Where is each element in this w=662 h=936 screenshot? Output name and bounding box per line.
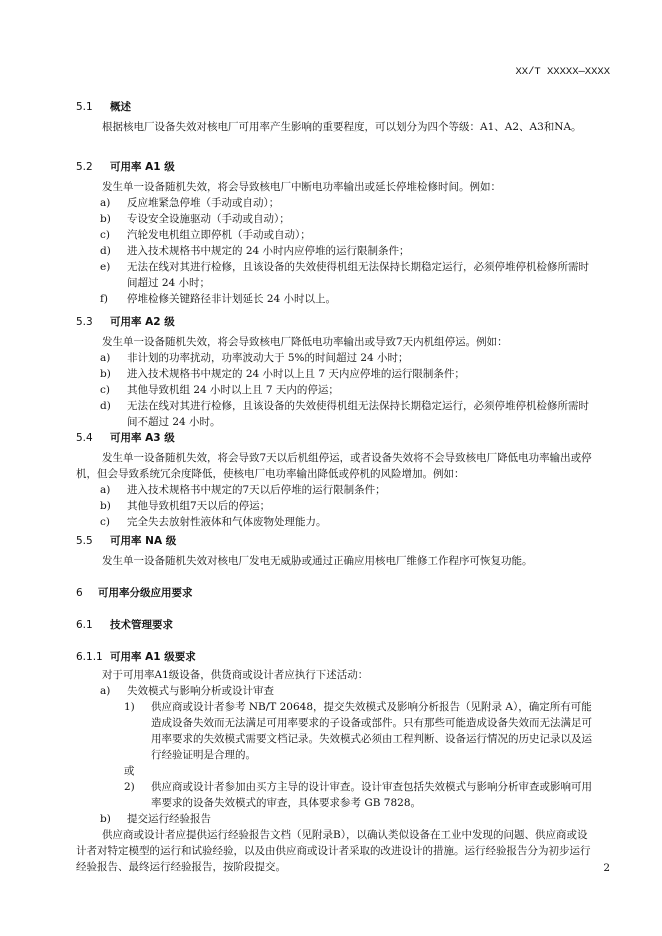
list-item: a) 非计划的功率扰动，功率波动大于 5%的时间超过 24 小时； [100, 352, 409, 364]
heading-5-4: 5.4 可用率 A3 级 [76, 432, 175, 444]
list-item: f) 停堆检修关键路径非计划延长 24 小时以上。 [100, 293, 337, 305]
list-item: a) 进入技术规格书中规定的7天以后停堆的运行限制条件； [100, 484, 386, 496]
heading-5-2: 5.2 可用率 A1 级 [76, 161, 175, 173]
paragraph-5-2-intro: 发生单一设备随机失效，将会导致核电厂中断电功率输出或延长停堆检修时间。例如： [102, 181, 501, 193]
list-item: b) 提交运行经验报告 [100, 813, 211, 825]
heading-6-1-1: 6.1.1 可用率 A1 级要求 [76, 651, 196, 663]
list-item: a) 失效模式与影响分析或设计审查 [100, 685, 274, 697]
list-item: a) 反应堆紧急停堆（手动或自动）； [100, 197, 280, 209]
paragraph-5-3-intro: 发生单一设备随机失效，将会导致核电厂降低电功率输出或导致7天内机组停运。例如： [102, 336, 508, 348]
page-number: 2 [603, 862, 610, 874]
paragraph-6-1-1-intro: 对于可用率A1级设备，供货商或设计者应执行下述活动： [102, 669, 369, 681]
heading-5-5: 5.5 可用率 NA 级 [76, 535, 177, 547]
list-item: b) 其他导致机组7天以后的停运； [100, 500, 271, 512]
heading-5-1: 5.1 概述 [76, 101, 131, 113]
list-item: e) 无法在线对其进行检修，且该设备的失效使得机组无法保持长期稳定运行，必须停堆停机检修所需时间超过 24 小时； [100, 261, 589, 289]
or-text: 或 [124, 765, 135, 777]
heading-5-3: 5.3 可用率 A2 级 [76, 316, 175, 328]
paragraph-5-5: 发生单一设备随机失效对核电厂发电无威胁或通过正确应用核电厂维修工作程序可恢复功能。 [102, 555, 533, 567]
paragraph-5-1: 根据核电厂设备失效对核电厂可用率产生影响的重要程度，可以划分为四个等级：A1、A2、A3和NA。 [102, 121, 582, 133]
list-item: c) 汽轮发电机组立即停机（手动或自动）； [100, 229, 311, 241]
sub-list-item: 1) 供应商或设计者参考 NB/T 20648，提交失效模式及影响分析报告（见附录 A），确定所有可能造成设备失效而无法满足可用率要求的子设备或部件。只有那些可能造成设备失效而无法满足可用率要求的失效模式需要文档记录。失效模式必须由工程判断、设备运行情况的历史记录以及运行经验证明是合理的。 [124, 701, 592, 761]
list-item: b) 进入技术规格书中规定的 24 小时以上且 7 天内应停堆的运行限制条件； [100, 368, 465, 380]
list-item: c) 完全失去放射性液体和气体废物处理能力。 [100, 516, 327, 528]
document-code-header: XX/T XXXXX—XXXX [515, 66, 610, 78]
list-item: c) 其他导致机组 24 小时以上且 7 天内的停运； [100, 384, 339, 396]
list-item: b) 专设安全设施驱动（手动或自动）； [100, 213, 290, 225]
list-item: d) 无法在线对其进行检修，且该设备的失效使得机组无法保持长期稳定运行，必须停堆停机检修所需时间不超过 24 小时。 [100, 400, 589, 428]
list-item: d) 进入技术规格书中规定的 24 小时内应停堆的运行限制条件； [100, 245, 410, 257]
paragraph-operating-experience: 供应商或设计者应提供运行经验报告文档（见附录B），以确认类似设备在工业中发现的问题、供应商或设计者对特定模型的运行和试验经验，以及由供应商或设计者采取的改进设计的措施。运行经验报告分为初步运行经验报告、最终运行经验报告，按阶段提交。 [76, 829, 591, 873]
paragraph-5-4-intro: 发生单一设备随机失效，将会导致7天以后机组停运，或者设备失效将不会导致核电厂降低电功率输出或停机，但会导致系统冗余度降低，使核电厂电功率输出降低或停机的风险增加。例如： [76, 452, 592, 480]
sub-list-item: 2) 供应商或设计者参加由买方主导的设计审查。设计审查包括失效模式与影响分析审查或影响可用率要求的设备失效模式的审查，具体要求参考 GB 7828。 [124, 781, 592, 809]
heading-6-1: 6.1 技术管理要求 [76, 619, 173, 631]
heading-6: 6 可用率分级应用要求 [76, 587, 193, 599]
